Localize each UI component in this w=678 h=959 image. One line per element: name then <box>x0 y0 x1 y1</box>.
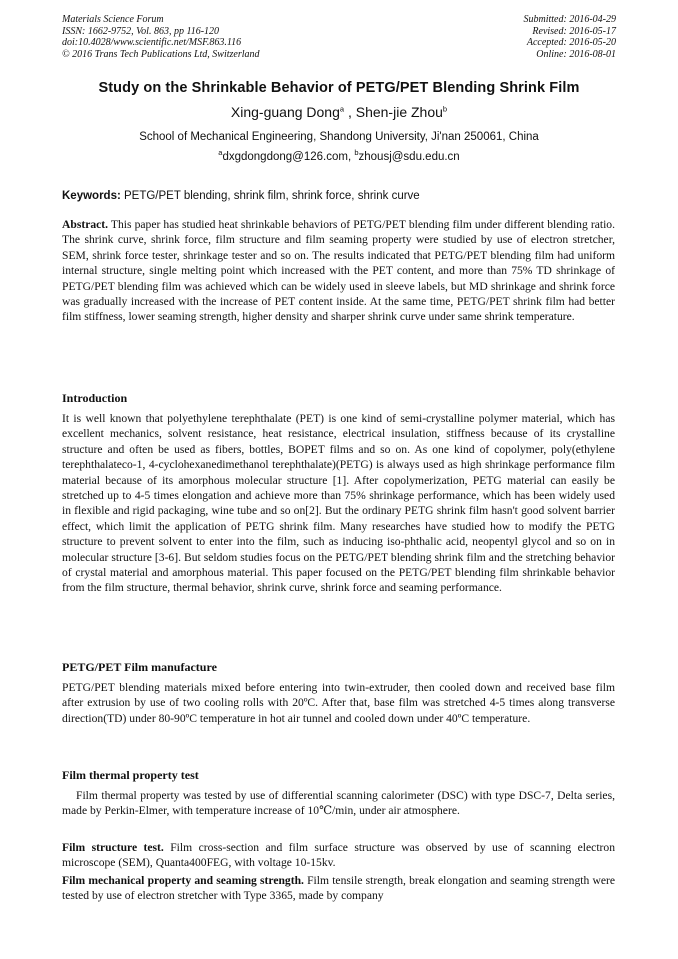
email-separator: , <box>347 151 355 163</box>
abstract-label: Abstract. <box>62 218 109 231</box>
revised-date: Revised: 2016-05-17 <box>532 25 616 37</box>
thermal-text: Film thermal property was tested by use of differential scanning calorimeter (DSC) with type DSC-7, Delta series, made by Perkin-Elmer, with temperature increase of 10℃/min, under air atmosphere. <box>62 789 615 818</box>
introduction-text: It is well known that polyethylene terephthalate (PET) is one kind of semi-crystalline polymer material, which has excellent mechanics, solvent resistance, heat resistance, electrical insulation, stiffness because of its crystalline structure and often be used as fibers, bottles, BOPET films and so on. As one kind of copolymer, poly(ethylene terephthalateco-1, 4-cyclohexanedimethanol terephthalate)(PETG) is always used as high shrinkage performance film material because of its amorphous molecular structure [1]. After copolymerization, PETG material can easily be stretched up to 4-5 times elongation and achieve more than 75% shrinkage performance, which has been widely used in flexible and rigid packaging, wine tube and so on[2]. But the ordinary PETG shrink film hasn't good solvent barrier effect, which limit the application of PETG shrink film. Many researches have studied how to modify the PETG structure to prevent solvent to enter into the film, such as inducing iso-phthalic acid, neopentyl glycol and so on in molecular structure [3-6]. But seldom studies focus on the PETG/PET blending shrink film and the stretching behavior of crystal material and amorphous material. This paper focused on the PETG/PET blending film shrinkable behavior from the film structure, thermal behavior, shrink curve, shrink force and seaming performance. <box>62 412 615 595</box>
abstract <box>62 217 615 325</box>
doi-line: doi:10.4028/www.scientific.net/MSF.863.116 <box>62 37 242 49</box>
email-line <box>40 148 638 163</box>
abstract-text: This paper has studied heat shrinkable behaviors of PETG/PET blending film under different blending ratio. The shrink curve, shrink force, film structure and film seaming property were studied by use of electron stretcher, SEM, shrink force tester, shrinkage tester and so on. The results indicated that PETG/PET blending film had uniform internal structure, single melting point which increased with the PET content, and more than 75% TD shrinkage of PETG/PET blending film was achieved which can be widely used in sleeve labels, but MD shrinkage and shrink force was gradually increased with the increase of PET content inside. At the same time, PETG/PET shrink film had better film stiffness, lower seaming strength, higher density and sharper shrink curve under same shrink temperature. <box>62 218 615 324</box>
introduction-heading: Introduction <box>62 391 128 405</box>
paper-title: Study on the Shrinkable Behavior of PETG/PET Blending Shrink Film <box>98 80 580 96</box>
accepted-date: Accepted: 2016-05-20 <box>526 37 616 49</box>
author-line <box>40 104 638 120</box>
author-1: Xing-guang Dong <box>230 104 340 120</box>
thermal-heading: Film thermal property test <box>62 768 199 782</box>
structure-text: Film cross-section and film surface structure was observed by use of scanning electron microscope (SEM), Quanta400FEG, with voltage 10-15kv. <box>62 841 615 870</box>
keywords-text: PETG/PET blending, shrink film, shrink force, shrink curve <box>120 190 420 202</box>
manufacture-text: PETG/PET blending materials mixed before entering into twin-extruder, then cooled down and received base film after extrusion by use of two cooling rolls with 20ºC. After that, base film was stretched 4-5 times along transverse direction(TD) under 80-90ºC temperature in hot air tunnel and cooled down under 40ºC temperature. <box>62 681 615 725</box>
mechanical-paragraph <box>62 873 615 904</box>
author-separator: , <box>344 104 356 120</box>
online-date: Online: 2016-08-01 <box>536 48 616 60</box>
mechanical-text: Film tensile strength, break elongation and seaming strength were tested by use of electron stretcher with Type 3365, made by company <box>62 874 615 903</box>
email-a-marker: a <box>218 148 223 158</box>
manufacture-heading: PETG/PET Film manufacture <box>62 660 217 674</box>
affiliation: School of Mechanical Engineering, Shandong University, Ji'nan 250061, China <box>139 131 539 143</box>
issn-line: ISSN: 1662-9752, Vol. 863, pp 116-120 <box>62 25 220 37</box>
copyright-line: © 2016 Trans Tech Publications Ltd, Switzerland <box>62 48 260 60</box>
email-a[interactable]: dxgdongdong@126.com <box>222 151 348 163</box>
keywords-label: Keywords: <box>62 190 121 202</box>
submitted-date: Submitted: 2016-04-29 <box>523 14 616 25</box>
journal-name: Materials Science Forum <box>62 14 164 25</box>
structure-paragraph <box>62 840 615 871</box>
email-b[interactable]: zhousj@sdu.edu.cn <box>358 151 460 163</box>
author-2-marker: b <box>442 104 448 114</box>
keywords <box>62 190 622 202</box>
mechanical-label: Film mechanical property and seaming strength. <box>62 874 304 887</box>
author-2: Shen-jie Zhou <box>355 104 443 120</box>
journal-info <box>62 14 260 60</box>
structure-label: Film structure test. <box>62 841 164 854</box>
author-1-marker: a <box>339 104 345 114</box>
email-b-marker: b <box>354 148 359 158</box>
publication-dates <box>524 14 617 60</box>
